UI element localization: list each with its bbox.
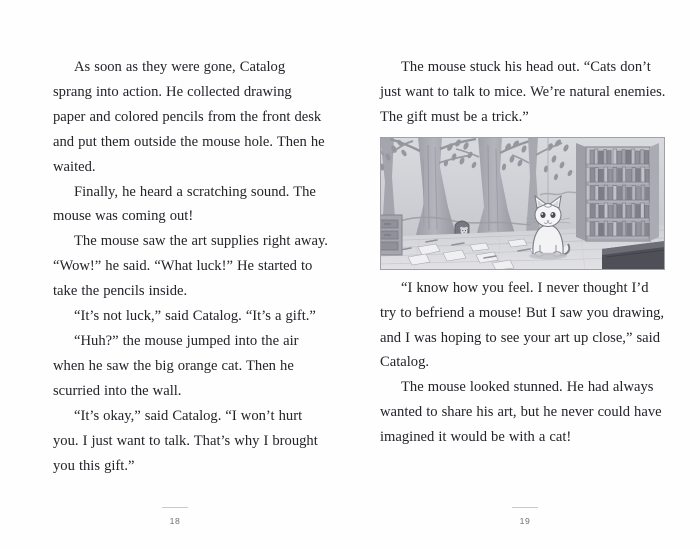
right-page — [350, 0, 700, 548]
library-scene-illustration — [380, 137, 665, 270]
left-page-folio — [0, 507, 350, 529]
right-page-folio — [350, 507, 700, 529]
paragraph: The mouse saw the art supplies right away. “Wow!” he said. “What luck!” He started to take the pencils inside. — [53, 233, 328, 300]
paragraph: The mouse looked stunned. He had always wanted to share his art, but he never could have imagined it would be with a cat! — [380, 379, 662, 446]
right-page-body-bottom — [380, 276, 667, 450]
paragraph: “It’s not luck,” said Catalog. “It’s a gift.” — [74, 308, 316, 325]
left-page-body — [53, 55, 328, 478]
paragraph: Finally, he heard a scratching sound. The mouse was coming out! — [53, 183, 316, 225]
bookshelf — [576, 143, 659, 241]
illustration-container — [380, 137, 665, 270]
side-cabinet — [380, 215, 402, 255]
folio-rule-icon — [162, 507, 188, 508]
page-number: 19 — [519, 516, 531, 526]
illustration-scene — [380, 137, 665, 270]
right-page-body-top — [380, 55, 667, 130]
folio-rule-icon — [512, 507, 538, 508]
page-number: 18 — [169, 516, 181, 526]
paragraph: As soon as they were gone, Catalog sprang into action. He collected drawing paper and colored pencils from the front desk and put them outside the mouse hole. Then he waited. — [53, 59, 325, 175]
paragraph: “I know how you feel. I never thought I’d try to befriend a mouse! But I saw you drawing, and I was hoping to see your art up close,” said Catalog. — [380, 279, 665, 371]
paragraph: “Huh?” the mouse jumped into the air when he saw the big orange cat. Then he scurried into the wall. — [53, 332, 299, 399]
paragraph: “It’s okay,” said Catalog. “I won’t hurt you. I just want to talk. That’s why I brought you this gift.” — [53, 407, 318, 474]
paragraph: The mouse stuck his head out. “Cats don’t just want to talk to mice. We’re natural enemies. The gift must be a trick.” — [380, 59, 666, 125]
